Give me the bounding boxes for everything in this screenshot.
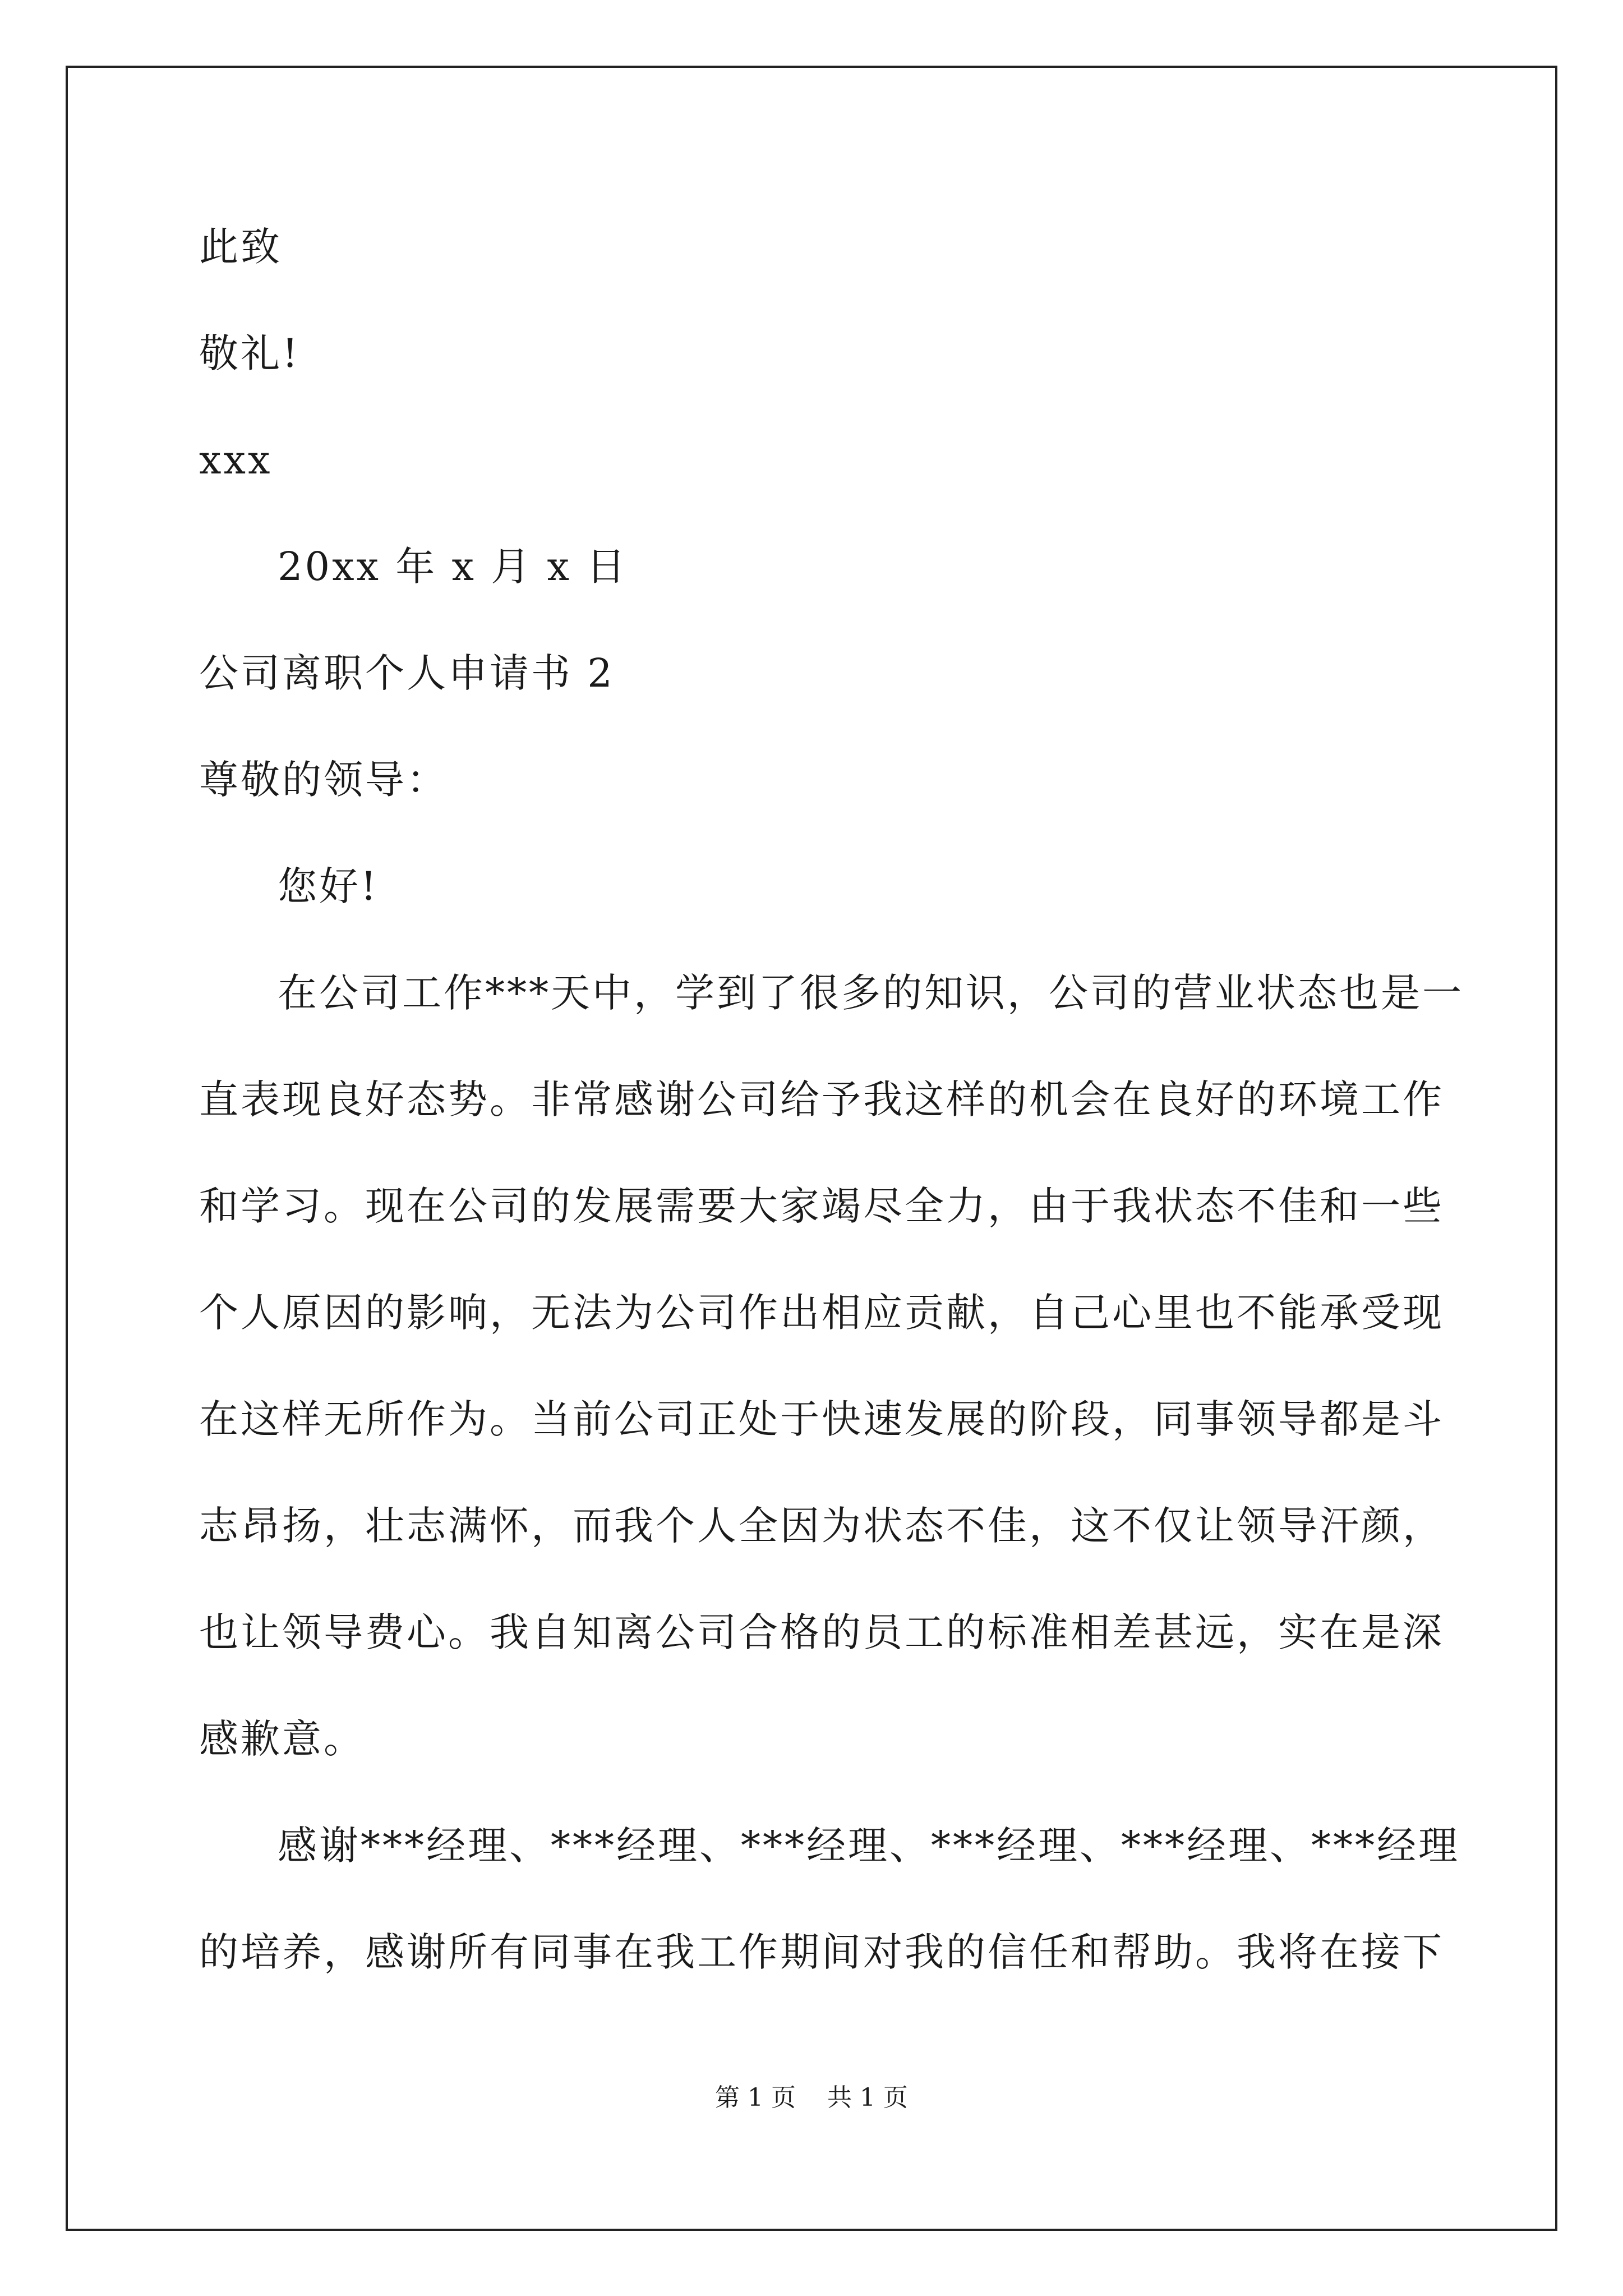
closing-salutation: 此致 xyxy=(199,224,282,270)
paragraph-1-line-4: 个人原因的影响，无法为公司作出相应贡献，自己心里也不能承受现 xyxy=(199,1290,1444,1336)
paragraph-2-line-1: 感谢***经理、***经理、***经理、***经理、***经理、***经理 xyxy=(278,1823,1460,1869)
page-footer: 第 1 页 共 1 页 xyxy=(715,2083,908,2112)
paragraph-1-line-6: 志昂扬，壮志满怀，而我个人全因为状态不佳，这不仅让领导汗颜， xyxy=(199,1503,1444,1549)
section-title: 公司离职个人申请书 2 xyxy=(199,650,615,696)
paragraph-1-line-2: 直表现良好态势。非常感谢公司给予我这样的机会在良好的环境工作 xyxy=(199,1076,1444,1122)
page-border xyxy=(66,66,1557,2231)
signature-name: xxx xyxy=(199,437,273,483)
greeting: 您好! xyxy=(278,863,379,909)
letter-salutation: 尊敬的领导： xyxy=(199,757,448,803)
signature-date: 20xx 年 x 月 x 日 xyxy=(278,544,628,590)
paragraph-1-line-5: 在这样无所作为。当前公司正处于快速发展的阶段，同事领导都是斗 xyxy=(199,1396,1444,1442)
paragraph-1-line-7: 也让领导费心。我自知离公司合格的员工的标准相差甚远，实在是深 xyxy=(199,1609,1444,1655)
paragraph-1-line-3: 和学习。现在公司的发展需要大家竭尽全力，由于我状态不佳和一些 xyxy=(199,1183,1444,1229)
paragraph-1-line-1: 在公司工作***天中，学到了很多的知识，公司的营业状态也是一 xyxy=(278,970,1464,1016)
paragraph-2-line-2: 的培养，感谢所有同事在我工作期间对我的信任和帮助。我将在接下 xyxy=(199,1929,1444,1975)
paragraph-1-line-8: 感歉意。 xyxy=(199,1716,365,1762)
closing-regards: 敬礼! xyxy=(199,330,301,376)
